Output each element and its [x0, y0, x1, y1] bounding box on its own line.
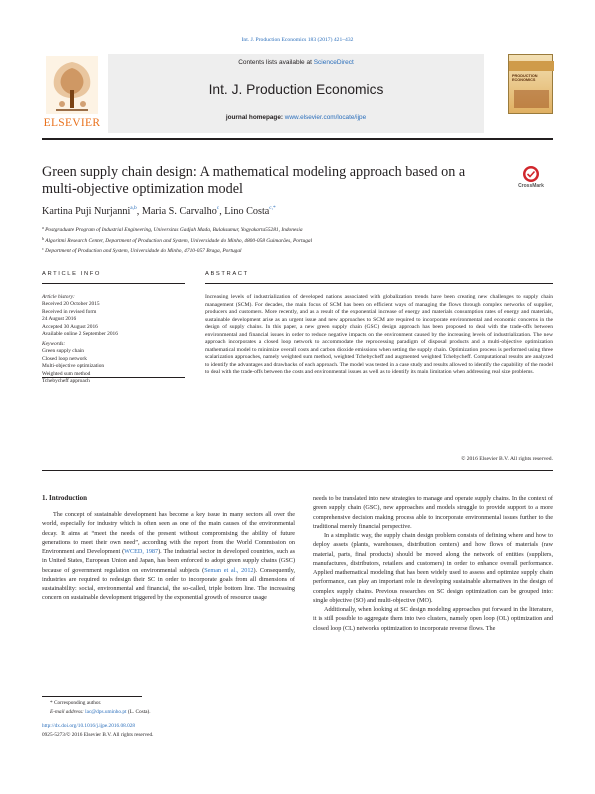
footnotes — [42, 699, 295, 739]
body-text: ). Consequently, industries are required to redesign their SC in order to incorporate goals from all dimensions of sustainability: social, environmental and financial, the so-called, triple bottom line. The increasing concern on sustainable development triggered by the exponential growth of resource usage — [42, 566, 296, 602]
footnote-rule — [42, 696, 142, 697]
author-name[interactable]: Lino Costa — [224, 206, 270, 217]
affiliation-mark: c — [42, 246, 44, 251]
affiliation-text: Postgraduate Program of Industrial Engineering, Universitas Gadjah Mada, Bulaksumur, Yogyakarta55281, Indonesia — [45, 227, 303, 233]
author-affiliation-marks[interactable]: a,b — [130, 205, 137, 211]
journal-cover-thumbnail[interactable] — [508, 54, 553, 114]
body-paragraph: In a simplistic way, the supply chain design problem consists of defining where and how to deploy assets (plants, warehouses, distribution centers) and how flows of materials (raw material, parts, final products) should be moved along the network of entities (suppliers, manufactures, distributors, retailers and customers) in order to enhance overall performance. Applied mathematical modeling that has been widely used to assess and optimize supply chain performance, can play an important role in developing sustainable alternatives in the design of complex supply chains. Previous researches on SC design optimization can be grouped into: single objective (SO) and multi-objective (MO). — [313, 532, 553, 604]
cover-graphic — [514, 90, 549, 108]
section-heading: 1. Introduction — [42, 494, 87, 502]
crossmark-label: CrossMark — [518, 183, 544, 189]
doi-link[interactable]: http://dx.doi.org/10.1016/j.ijpe.2016.08.028 — [42, 723, 136, 729]
keyword: Closed loop network — [42, 355, 87, 362]
abstract-copyright: © 2016 Elsevier B.V. All rights reserved. — [461, 456, 553, 462]
affiliation-text: Department of Production and System, Universidade do Minho, 4710-057 Braga, Portugal — [45, 248, 242, 254]
body-paragraph: Additionally, when looking at SC design modeling approaches put forward in the literature, it is still possible to aggregate them into two clusters, namely open loop (OL) optimization and closed loop (CL) networks optimization to incorporate reverse flows. The — [313, 606, 553, 632]
keywords-label: Keywords: — [42, 340, 66, 347]
elsevier-logo[interactable] — [42, 54, 102, 133]
elsevier-tree-icon — [42, 54, 102, 116]
crossmark-badge[interactable] — [509, 165, 553, 191]
author-affiliation-marks[interactable]: c,* — [269, 205, 276, 211]
homepage-link[interactable]: www.elsevier.com/locate/ijpe — [284, 114, 367, 121]
front-matter-rule — [42, 470, 553, 471]
journal-masthead — [42, 54, 553, 133]
article-title: Green supply chain design: A mathematical modeling approach based on a multi-objective optimization model — [42, 164, 466, 197]
email-note — [42, 708, 295, 717]
abstract-rule — [205, 283, 553, 284]
article-info-heading: ARTICLE INFO — [42, 271, 102, 277]
journal-homepage-line — [108, 114, 484, 121]
affiliation-mark: a — [42, 225, 44, 230]
contents-line — [108, 59, 484, 66]
email-link[interactable]: lac@dps.uminho.pt — [85, 708, 127, 715]
author-separator: , — [136, 206, 142, 217]
article-info — [42, 294, 182, 385]
history-item: Received 20 October 2015 — [42, 301, 100, 308]
keyword: Tchebycheff approach — [42, 377, 90, 384]
keyword: Weighted sum method — [42, 370, 91, 377]
publisher-wordmark: ELSEVIER — [43, 117, 101, 129]
abstract-heading: ABSTRACT — [205, 271, 249, 277]
history-item: 24 August 2016 — [42, 316, 77, 323]
email-suffix: (L. Costa). — [126, 708, 151, 715]
keyword: Green supply chain — [42, 348, 84, 355]
article-info-rule — [42, 283, 185, 284]
history-item: Accepted 30 August 2016 — [42, 323, 98, 330]
body-column-right — [313, 494, 553, 633]
crossmark-icon — [509, 165, 553, 183]
affiliation — [42, 224, 553, 235]
contents-prefix: Contents lists available at — [238, 59, 314, 66]
affiliation — [42, 235, 553, 246]
author-separator: , — [219, 206, 225, 217]
issn-line: 0925-5273/© 2016 Elsevier B.V. All rights reserved. — [42, 731, 154, 738]
citation-link[interactable]: WCED, 1987 — [124, 548, 159, 555]
author-name[interactable]: Maria S. Carvalho — [141, 206, 217, 217]
cover-title: PRODUCTION ECONOMICS — [512, 74, 538, 83]
masthead-band — [108, 54, 484, 133]
author-affiliation-marks[interactable]: c — [216, 205, 220, 211]
corresponding-author-note: * Corresponding author. — [50, 700, 102, 706]
affiliation-text: Algoritmi Research Center, Department of Production and System, Universidade do Minho, 4800-058 Guimarães, Portugal — [45, 237, 313, 244]
cover-stripe — [509, 61, 554, 71]
journal-title[interactable]: Int. J. Production Economics — [208, 82, 384, 97]
history-item: Received in revised form — [42, 308, 97, 315]
affiliation — [42, 245, 553, 256]
history-item: Available online 2 September 2016 — [42, 331, 118, 338]
history-label: Article history: — [42, 294, 75, 300]
email-label: E-mail address: — [50, 708, 86, 715]
affiliation-mark: b — [42, 235, 44, 241]
abstract-text: Increasing levels of industrialization of developed nations associated with globalization trends have been creating new challenges to supply chain management (SCM). For decades, the main focus of SCM has been on efficient ways of managing the flows through complex networks of supplier, producers and customers. More recently, and as a result of the exponential increase of energy and materials consumption rates of energy and materials, sustainable development arise as an urgent issue and new approaches to SCM are required to incorporate environmental and economic concerns in the design of supply chains. In this paper, a new green supply chain (GSC) design approach has been proposed to deal with the trade-offs between environmental and financial issues in order to reduce negative impacts on the environment caused by the increasing levels of industrialization. The new approach incorporates a closed loop network to accommodate the reprocessing paradigm of disposal products and a multi-objective optimization mathematical model to minimize overall costs and carbon dioxide emissions when setting the supply chain. Optimization process is performed using three scalarization approaches, namely weighted sum method, weighted Tchebycheff and augmented weighted Tchebycheff. Computational results are analyzed to identify the advantages and drawbacks of each approach. The model was tested in a case study and results allowed to identify the capability of the model to deal with the trade-offs between the costs and environmental issues as well as to identify its main limitation when addressing real size problems. — [205, 294, 553, 375]
citation-link[interactable]: Seman et al., 2012 — [204, 566, 254, 574]
affiliation-list — [42, 224, 553, 256]
journal-citation[interactable]: Int. J. Production Economics 183 (2017) 421–432 — [241, 37, 354, 43]
body-text: ). The industrial sector in developed countries, such as in United States, European Union and Japan, has been enforced to adopt green supply chains (GSC) because of government regulation on environmental subjects ( — [42, 548, 296, 574]
body-text: The concept of sustainable development has become a key issue in many sectors all over the world, especially for industry which is often seen as one of the main causes of the environmental decay. It aims at “meet the needs of the present without compromising the ability of future generations to meet their own need”, according with the report from the World Commission on Environment and Development ( — [42, 511, 295, 555]
sciencedirect-link[interactable]: ScienceDirect — [313, 59, 354, 66]
homepage-label: journal homepage: — [225, 114, 285, 121]
author-list — [42, 205, 276, 217]
author-name[interactable]: Kartina Puji Nurjanni — [42, 206, 131, 217]
article-info-bottom-rule — [42, 377, 185, 378]
keyword: Multi-objective optimization — [42, 363, 105, 370]
body-column-left — [42, 510, 295, 603]
masthead-rule — [42, 138, 553, 140]
body-paragraph: needs to be translated into new strategies to manage and operate supply chains. In the context of green supply chain (GSC), new approaches and models struggle to provide support to a more comprehensive decision making process able to incorporate environmental issues further to the traditional merely financial perspective. — [313, 495, 553, 530]
